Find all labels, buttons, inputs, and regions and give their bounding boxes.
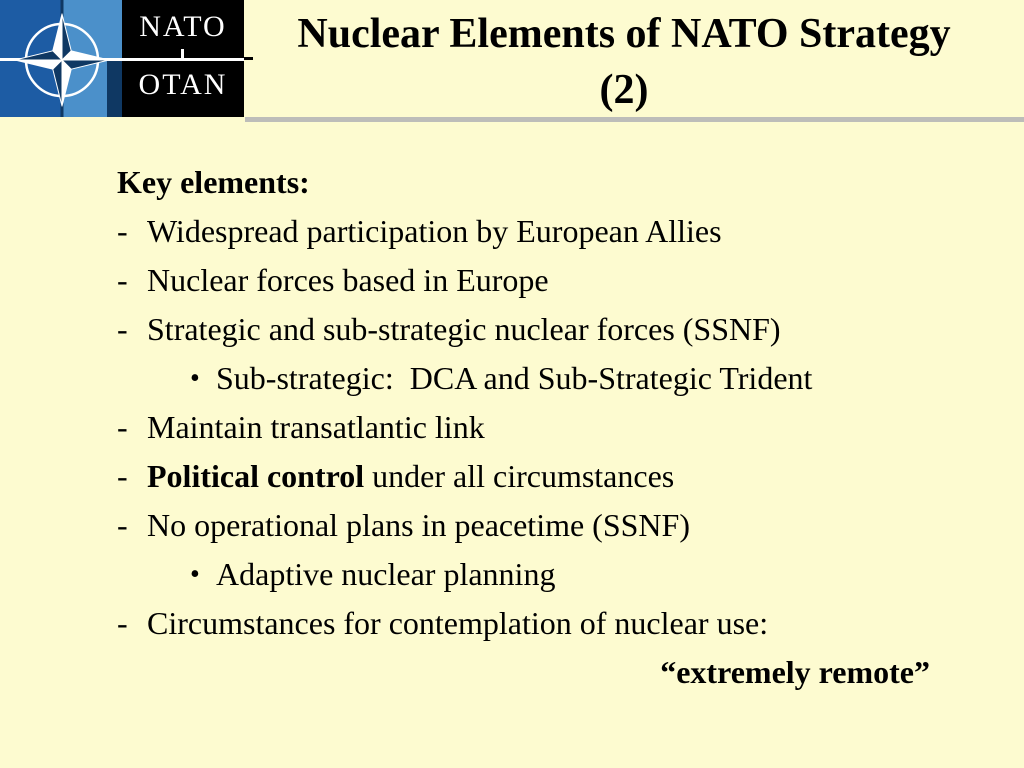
bullet-text: No operational plans in peacetime (SSNF) bbox=[147, 507, 690, 543]
bullet-row bbox=[190, 354, 1024, 403]
key-elements-heading: Key elements: bbox=[117, 164, 310, 200]
bullet-marker: - bbox=[117, 507, 128, 543]
bullet-row bbox=[117, 501, 1024, 550]
bullet-marker: - bbox=[117, 409, 128, 445]
bullet-text: Nuclear forces based in Europe bbox=[147, 262, 549, 298]
bullet-row bbox=[117, 452, 1024, 501]
bullet-marker: • bbox=[190, 363, 200, 394]
logo-word-nato: NATO bbox=[139, 10, 227, 43]
bullet-marker: - bbox=[117, 262, 128, 298]
title-line-2: (2) bbox=[599, 67, 649, 113]
logo-compass-tick bbox=[181, 49, 184, 61]
nato-logo-box bbox=[122, 0, 244, 117]
bullet-row bbox=[117, 256, 1024, 305]
nato-compass-emblem-icon bbox=[0, 0, 122, 117]
closing-quote: “extremely remote” bbox=[660, 654, 930, 690]
bullet-list bbox=[0, 207, 1024, 648]
bullet-text: Adaptive nuclear planning bbox=[216, 556, 556, 592]
bullet-marker: - bbox=[117, 605, 128, 641]
slide-body bbox=[0, 158, 1024, 697]
bullet-row bbox=[117, 305, 1024, 354]
title-line-1: Nuclear Elements of NATO Strategy bbox=[297, 11, 951, 57]
bullet-marker: - bbox=[117, 458, 128, 494]
bullet-marker: - bbox=[117, 311, 128, 347]
bullet-row bbox=[190, 550, 1024, 599]
slide-title bbox=[244, 0, 1004, 117]
bullet-row bbox=[117, 599, 1024, 648]
bullet-text: Sub-strategic: DCA and Sub-Strategic Trident bbox=[216, 360, 813, 396]
bullet-text: Strategic and sub-strategic nuclear forces (SSNF) bbox=[147, 311, 781, 347]
bullet-marker: - bbox=[117, 213, 128, 249]
bullet-row bbox=[117, 207, 1024, 256]
bullet-text: Political control under all circumstances bbox=[147, 458, 675, 494]
title-divider-line bbox=[245, 117, 1024, 122]
logo-word-otan: OTAN bbox=[138, 68, 228, 101]
bullet-text: Circumstances for contemplation of nuclear use: bbox=[147, 605, 769, 641]
nato-flag bbox=[0, 0, 122, 117]
bullet-marker: • bbox=[190, 559, 200, 590]
bullet-text: Widespread participation by European Allies bbox=[147, 213, 722, 249]
bullet-row bbox=[117, 403, 1024, 452]
nato-logo-block bbox=[0, 0, 244, 117]
bullet-text: Maintain transatlantic link bbox=[147, 409, 485, 445]
bullet-text-bold: Political control bbox=[147, 458, 365, 494]
